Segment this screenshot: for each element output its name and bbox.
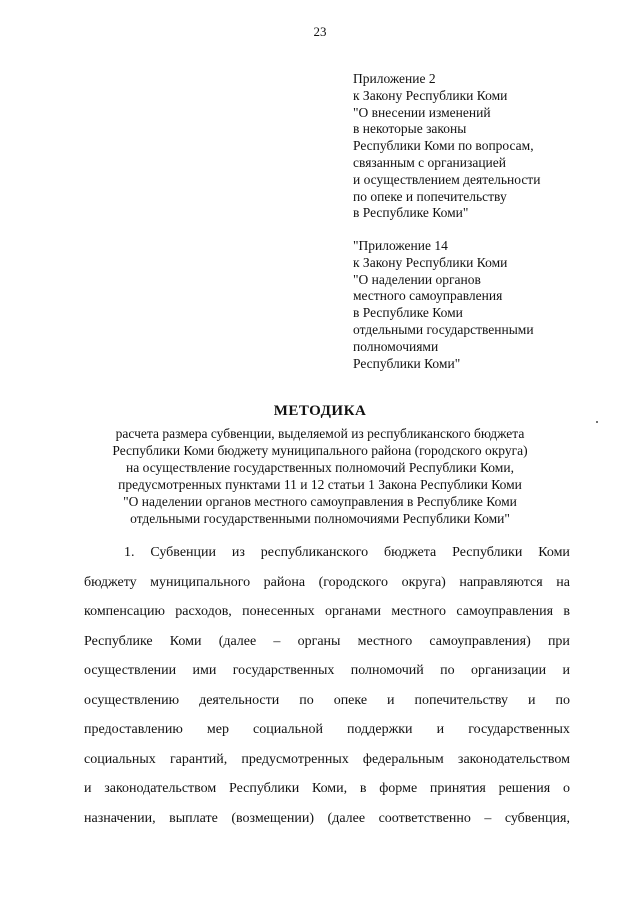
appendix-1-line: по опеке и попечительству — [353, 188, 507, 204]
body-word: при — [547, 633, 570, 649]
body-word: предусмотренных — [241, 751, 349, 767]
body-word: выплате — [169, 810, 218, 826]
body-word: местного — [357, 633, 413, 649]
appendix-1-line: "О внесении изменений — [353, 104, 491, 120]
appendix-1-line: Республики Коми по вопросам, — [353, 138, 534, 154]
appendix-2-line: к Закону Республики Коми — [353, 254, 508, 270]
body-word: республиканского — [260, 545, 369, 560]
body-word: бюджету — [84, 574, 137, 590]
body-word: Республики — [452, 545, 523, 560]
body-word: на — [556, 574, 570, 590]
body-word: расходов, — [175, 604, 232, 619]
body-word: организации — [470, 663, 547, 678]
body-word: и — [387, 692, 395, 708]
body-word: государственных — [232, 663, 335, 678]
body-word: субвенция, — [504, 810, 570, 826]
body-word: полномочий — [350, 663, 424, 678]
subtitle-line: Республики Коми бюджету муниципального района (городского округа) — [112, 443, 528, 458]
body-word: в — [563, 604, 570, 619]
body-word: самоуправления) — [429, 633, 531, 649]
appendix-1-line: в некоторые законы — [353, 121, 467, 137]
body-word: мер — [206, 722, 229, 737]
body-word: органами — [325, 604, 382, 619]
body-word: и — [528, 692, 536, 708]
body-word: форме — [379, 781, 418, 796]
body-word: федеральным — [362, 751, 444, 767]
body-paragraph — [84, 538, 570, 833]
document-subtitle — [0, 425, 640, 527]
subtitle-line: на осуществление государственных полномочий Республики Коми, — [126, 460, 514, 475]
body-line — [84, 715, 570, 745]
body-line — [84, 745, 570, 775]
body-word: гарантий, — [169, 751, 228, 767]
appendix-block-1 — [353, 71, 623, 222]
appendix-1-line: и осуществлением деятельности — [353, 171, 541, 187]
body-line — [84, 568, 570, 598]
body-word: Республике — [84, 633, 153, 649]
body-word: предоставлению — [84, 722, 183, 737]
body-word: осуществлении — [84, 663, 177, 678]
subtitle-line: предусмотренных пунктами 11 и 12 статьи 1 Закона Республики Коми — [118, 477, 522, 492]
body-word: Республики — [228, 781, 300, 796]
body-word: осуществлению — [84, 692, 180, 708]
body-line — [84, 656, 570, 686]
body-line — [84, 774, 570, 804]
body-word: решения — [498, 781, 551, 796]
body-word: Коми — [538, 545, 570, 560]
body-word: поддержки — [347, 722, 413, 737]
body-word: округа) — [401, 574, 446, 590]
body-word: направляются — [459, 574, 543, 590]
body-word: по — [440, 663, 455, 678]
body-word: законодательством — [104, 781, 217, 796]
body-word: опеке — [333, 692, 368, 708]
body-word: законодательством — [457, 751, 570, 767]
body-word: попечительству — [414, 692, 509, 708]
body-word: (далее — [218, 633, 257, 649]
body-word: Коми, — [311, 781, 348, 796]
appendix-2-line: "Приложение 14 — [353, 238, 448, 253]
body-word: социальных — [84, 751, 156, 767]
subtitle-line: "О наделении органов местного самоуправления в Республике Коми — [123, 494, 517, 509]
body-word: бюджета — [384, 545, 437, 560]
appendix-2-line: в Республике Коми — [353, 305, 463, 321]
scan-speck — [596, 421, 598, 423]
body-word: – — [484, 810, 492, 826]
appendix-2-line: "О наделении органов — [353, 271, 481, 287]
body-word: органы — [297, 633, 341, 649]
appendix-2-line: Республики Коми" — [353, 355, 461, 371]
body-word: о — [562, 781, 570, 796]
body-line — [84, 686, 570, 716]
body-word: деятельности — [199, 692, 280, 708]
body-word: 1. — [124, 545, 135, 560]
body-word: в — [359, 781, 367, 796]
body-word: самоуправления — [456, 604, 554, 619]
body-word: (городского — [318, 574, 389, 590]
appendix-1-line: в Республике Коми" — [353, 205, 469, 221]
appendix-1-line: Приложение 2 — [353, 71, 436, 86]
body-word: и — [436, 722, 445, 737]
body-line — [84, 627, 570, 657]
body-line — [84, 538, 570, 568]
body-word: (далее — [327, 810, 366, 826]
body-word: (возмещении) — [231, 810, 315, 826]
appendix-1-line: связанным с организацией — [353, 154, 506, 170]
body-word: из — [231, 545, 245, 560]
document-title: МЕТОДИКА — [273, 403, 367, 419]
body-word: государственных — [468, 722, 570, 737]
body-word: местного — [391, 604, 446, 619]
body-word: Субвенции — [150, 545, 217, 560]
body-line — [84, 804, 570, 834]
subtitle-line: расчета размера субвенции, выделяемой из республиканского бюджета — [115, 426, 525, 441]
body-word: компенсацию — [84, 604, 165, 619]
body-word: ими — [192, 663, 217, 678]
appendix-2-line: отдельными государственными — [353, 321, 534, 337]
body-word: района — [263, 574, 306, 590]
body-word: муниципального — [150, 574, 251, 590]
body-word: соответственно — [378, 810, 471, 826]
body-word: назначении, — [84, 810, 156, 826]
body-word: и — [84, 781, 92, 796]
body-word: принятия — [429, 781, 486, 796]
body-line — [84, 597, 570, 627]
appendix-2-line: местного самоуправления — [353, 288, 503, 304]
body-word: социальной — [253, 722, 323, 737]
body-word: – — [273, 633, 281, 649]
appendix-2-line: полномочиями — [353, 338, 439, 354]
body-word: по — [299, 692, 314, 708]
body-word: понесенных — [242, 604, 315, 619]
appendix-1-line: к Закону Республики Коми — [353, 87, 508, 103]
body-word: Коми — [169, 633, 202, 649]
appendix-block-2 — [353, 238, 623, 372]
body-word: и — [562, 663, 570, 678]
body-word: по — [555, 692, 570, 708]
subtitle-line: отдельными государственными полномочиями Республики Коми" — [130, 511, 510, 526]
page-number: 23 — [313, 24, 327, 39]
